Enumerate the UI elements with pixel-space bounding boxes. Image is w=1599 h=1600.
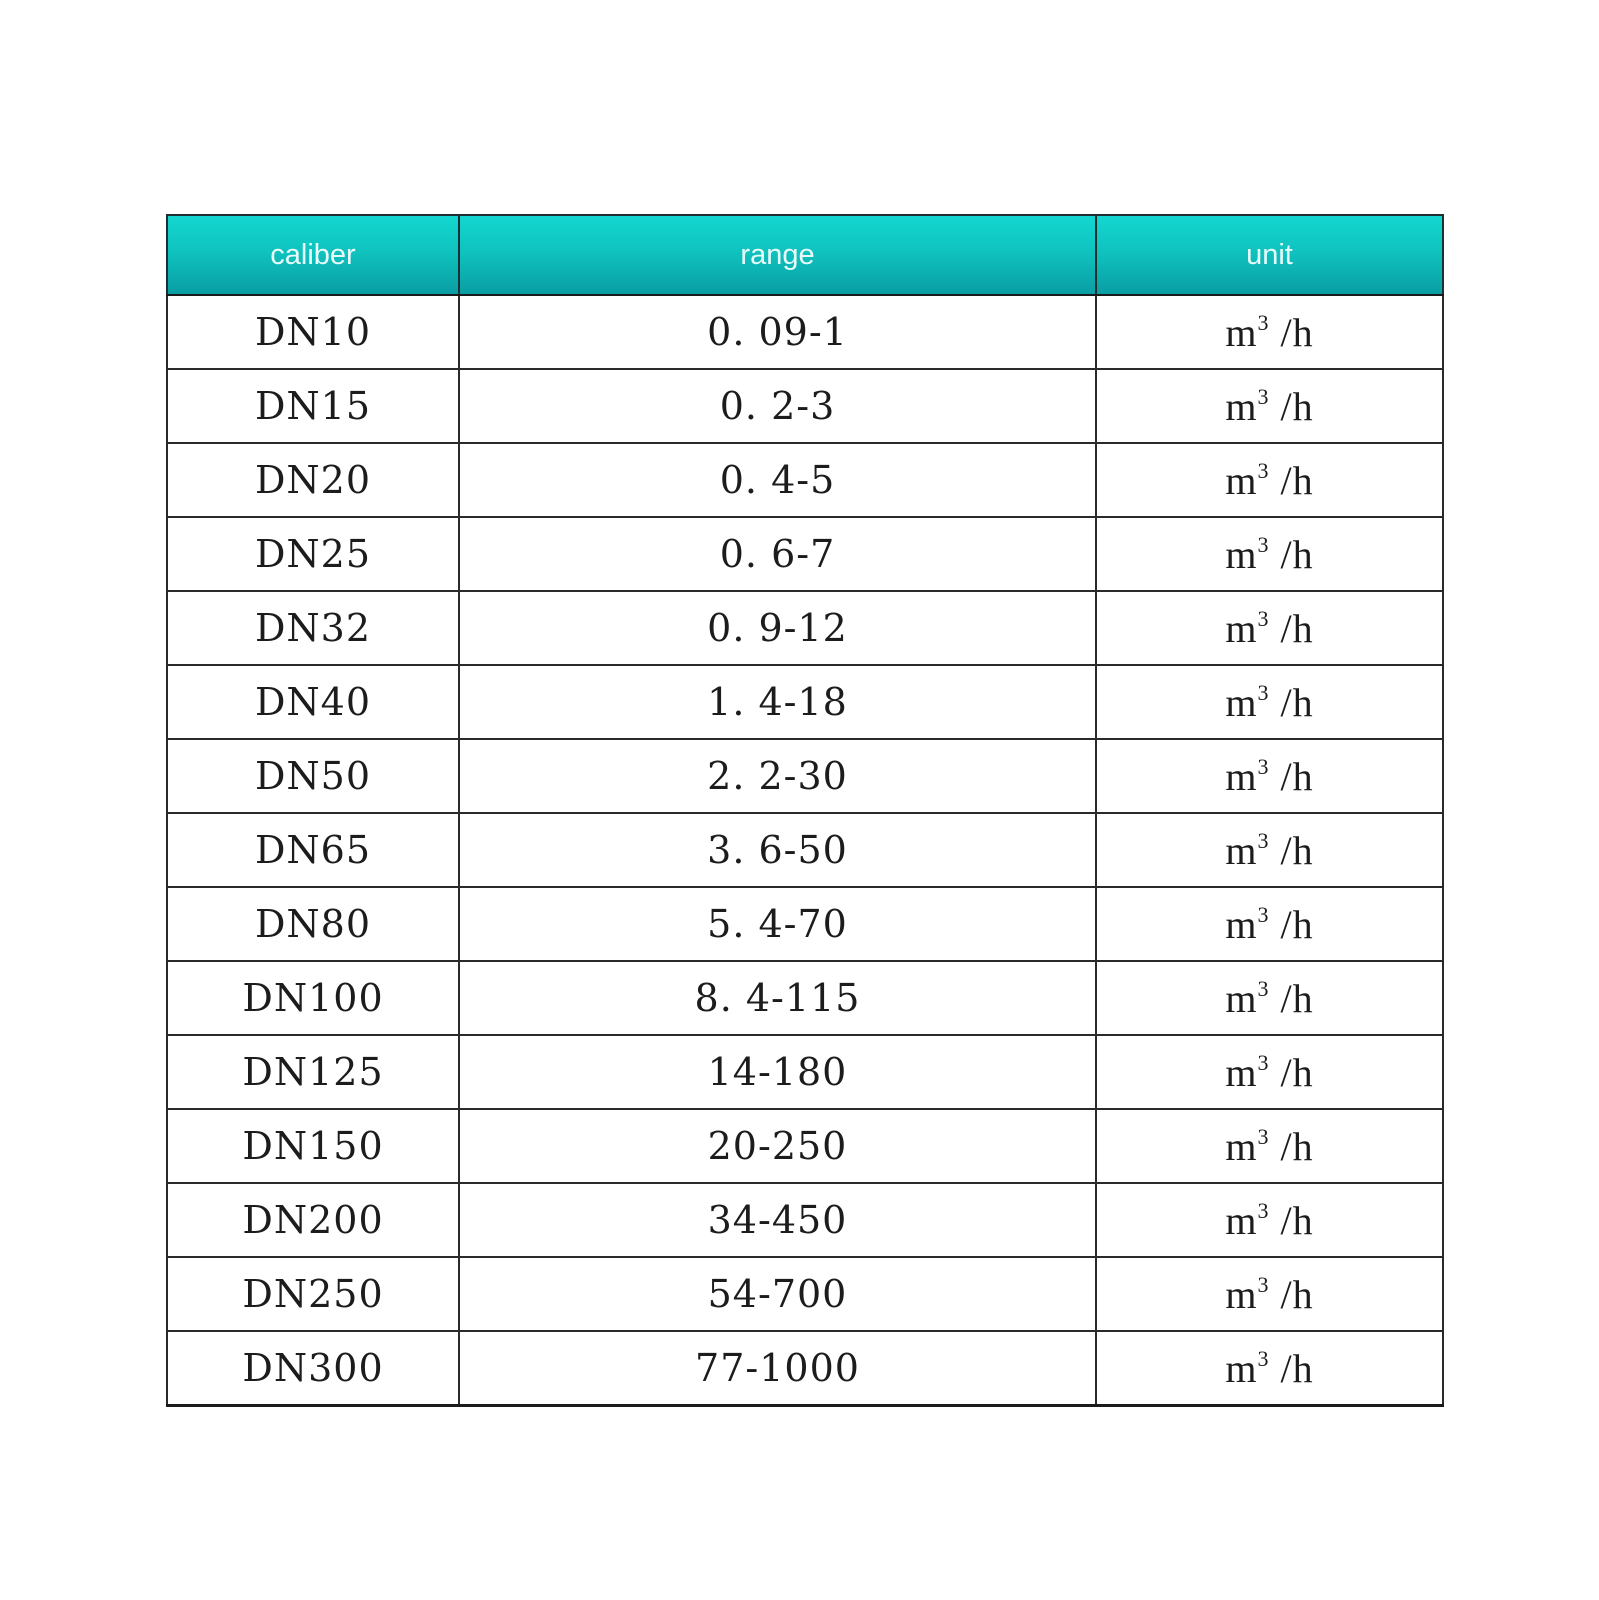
table-row [167, 591, 1443, 665]
unit-suffix: /h [1269, 1345, 1314, 1391]
cell-range: 5. 4-70 [459, 887, 1096, 961]
flow-range-table [166, 214, 1444, 1407]
table-row [167, 1183, 1443, 1257]
cell-range: 1. 4-18 [459, 665, 1096, 739]
cell-caliber: DN200 [167, 1183, 459, 1257]
unit-suffix: /h [1269, 753, 1314, 799]
cell-unit [1096, 887, 1443, 961]
cell-unit [1096, 1035, 1443, 1109]
header-caliber: caliber [167, 215, 459, 295]
unit-base: m [1225, 1197, 1258, 1243]
cell-range: 2. 2-30 [459, 739, 1096, 813]
unit-exponent: 3 [1257, 1049, 1270, 1075]
unit-exponent: 3 [1257, 827, 1270, 853]
cell-unit [1096, 517, 1443, 591]
cell-caliber: DN50 [167, 739, 459, 813]
cell-range: 0. 6-7 [459, 517, 1096, 591]
cell-range: 77-1000 [459, 1331, 1096, 1406]
cell-unit [1096, 443, 1443, 517]
unit-exponent: 3 [1257, 1271, 1270, 1297]
cell-caliber: DN10 [167, 295, 459, 369]
unit-suffix: /h [1269, 457, 1314, 503]
cell-caliber: DN250 [167, 1257, 459, 1331]
unit-exponent: 3 [1257, 1345, 1270, 1371]
table-row [167, 961, 1443, 1035]
cell-unit [1096, 961, 1443, 1035]
unit-base: m [1225, 827, 1258, 873]
unit-exponent: 3 [1257, 309, 1270, 335]
cell-unit [1096, 665, 1443, 739]
cell-range: 0. 09-1 [459, 295, 1096, 369]
cell-unit [1096, 1109, 1443, 1183]
unit-base: m [1225, 1049, 1258, 1095]
unit-base: m [1225, 679, 1258, 725]
cell-caliber: DN65 [167, 813, 459, 887]
cell-range: 34-450 [459, 1183, 1096, 1257]
cell-caliber: DN125 [167, 1035, 459, 1109]
table-row [167, 1331, 1443, 1406]
table-header-row [167, 215, 1443, 295]
unit-base: m [1225, 531, 1258, 577]
unit-exponent: 3 [1257, 457, 1270, 483]
cell-range: 54-700 [459, 1257, 1096, 1331]
cell-caliber: DN100 [167, 961, 459, 1035]
cell-unit [1096, 369, 1443, 443]
unit-exponent: 3 [1257, 901, 1270, 927]
cell-unit [1096, 591, 1443, 665]
cell-caliber: DN40 [167, 665, 459, 739]
unit-exponent: 3 [1257, 975, 1270, 1001]
unit-base: m [1225, 1345, 1258, 1391]
unit-exponent: 3 [1257, 1197, 1270, 1223]
cell-caliber: DN20 [167, 443, 459, 517]
cell-unit [1096, 1257, 1443, 1331]
unit-suffix: /h [1269, 1049, 1314, 1095]
table-row [167, 443, 1443, 517]
table-row [167, 517, 1443, 591]
table-row [167, 813, 1443, 887]
unit-exponent: 3 [1257, 753, 1270, 779]
cell-unit [1096, 295, 1443, 369]
cell-unit [1096, 1183, 1443, 1257]
header-unit: unit [1096, 215, 1443, 295]
unit-base: m [1225, 753, 1258, 799]
unit-base: m [1225, 309, 1258, 355]
cell-range: 3. 6-50 [459, 813, 1096, 887]
unit-base: m [1225, 457, 1258, 503]
unit-suffix: /h [1269, 383, 1314, 429]
unit-suffix: /h [1269, 975, 1314, 1021]
cell-range: 20-250 [459, 1109, 1096, 1183]
table-row [167, 887, 1443, 961]
header-range: range [459, 215, 1096, 295]
unit-exponent: 3 [1257, 1123, 1270, 1149]
table-row [167, 295, 1443, 369]
table-row [167, 1035, 1443, 1109]
cell-range: 8. 4-115 [459, 961, 1096, 1035]
table-row [167, 1109, 1443, 1183]
unit-suffix: /h [1269, 605, 1314, 651]
table-row [167, 1257, 1443, 1331]
table-row [167, 369, 1443, 443]
cell-unit [1096, 1331, 1443, 1406]
cell-caliber: DN300 [167, 1331, 459, 1406]
unit-exponent: 3 [1257, 383, 1270, 409]
unit-suffix: /h [1269, 309, 1314, 355]
cell-unit [1096, 739, 1443, 813]
spec-table-container [166, 214, 1442, 1407]
cell-caliber: DN25 [167, 517, 459, 591]
cell-range: 0. 2-3 [459, 369, 1096, 443]
table-row [167, 665, 1443, 739]
unit-suffix: /h [1269, 901, 1314, 947]
unit-base: m [1225, 1123, 1258, 1169]
unit-base: m [1225, 975, 1258, 1021]
table-row [167, 739, 1443, 813]
unit-suffix: /h [1269, 1197, 1314, 1243]
unit-suffix: /h [1269, 679, 1314, 725]
cell-caliber: DN15 [167, 369, 459, 443]
cell-caliber: DN32 [167, 591, 459, 665]
cell-range: 0. 4-5 [459, 443, 1096, 517]
unit-base: m [1225, 605, 1258, 651]
unit-base: m [1225, 901, 1258, 947]
unit-exponent: 3 [1257, 605, 1270, 631]
cell-caliber: DN80 [167, 887, 459, 961]
unit-suffix: /h [1269, 1123, 1314, 1169]
cell-caliber: DN150 [167, 1109, 459, 1183]
unit-suffix: /h [1269, 827, 1314, 873]
cell-range: 0. 9-12 [459, 591, 1096, 665]
cell-range: 14-180 [459, 1035, 1096, 1109]
unit-suffix: /h [1269, 531, 1314, 577]
cell-unit [1096, 813, 1443, 887]
unit-base: m [1225, 383, 1258, 429]
unit-base: m [1225, 1271, 1258, 1317]
table-body [167, 295, 1443, 1406]
unit-suffix: /h [1269, 1271, 1314, 1317]
unit-exponent: 3 [1257, 531, 1270, 557]
unit-exponent: 3 [1257, 679, 1270, 705]
